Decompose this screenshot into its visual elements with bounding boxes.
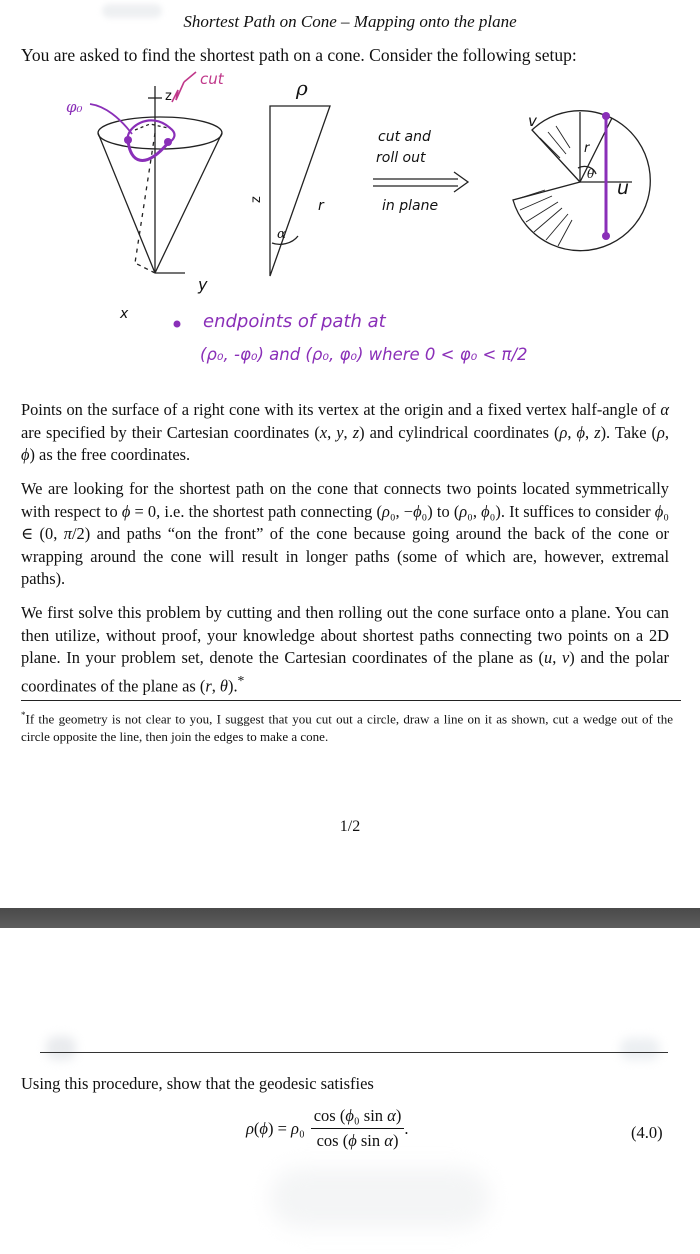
unrolled-endpoint [602,112,610,120]
paragraph: We first solve this problem by cutting and then rolling out the cone surface onto a plane. You can then utilize, without proof, your knowledge about shortest paths connecting two points on a 2D plane. In your problem set, denote the Cartesian coordinates of the plane as (u, v) and the polar coordinates of the plane as (r, θ).* [21,603,670,696]
arrow [373,172,468,192]
redacted-blur [270,1168,490,1228]
paragraph: Using this procedure, show that the geodesic satisfies [21,1074,374,1093]
paragraph: Points on the surface of a right cone with its vertex at the origin and a fixed vertex half-angle of α are specified by their Cartesian coordinates (x, y, z) and cylindrical coordinates (ρ, ϕ, z). Take (ρ, ϕ) as the free coordinates. [21,400,669,465]
header-rule [40,1052,668,1053]
page-number: 1/2 [339,818,361,835]
endpoints-note: endpoints of path at [203,311,386,332]
cone-endpoint [124,136,132,144]
footnote: *If the geometry is not clear to you, I suggest that you cut out a circle, draw a line on it as shown, cut a wedge out of the circle opposite the line, then join the edges to make a cone. [21,710,673,745]
cone-path [90,104,174,160]
in-plane-label: in plane [382,198,439,214]
v-axis-label: v [528,112,537,130]
alpha-label: α [277,227,286,242]
u-axis-label: u [617,177,630,199]
x-axis-label: x [120,306,129,322]
intro-text: You are asked to find the shortest path on a cone. Consider the following setup: [21,45,577,65]
geodesic-equation: ρ(ϕ) = ρ₀ $\frac{\text{cos (ϕ₀ sin α)}}{\text{cos (ϕ sin α)}}$ . [246,1106,409,1150]
page-two [0,928,700,1254]
r-side-label: r [318,198,324,214]
page-separator [0,908,700,928]
paragraph: We are looking for the shortest path on the cone that connects two points located symmetrically with respect to ϕ = 0, i.e. the shortest path connecting (ρ₀, −ϕ₀) to (ρ₀, ϕ₀). It suffices to consider ϕ₀ ∈ (0, π/2) and paths “on the front” of the cone because going around the back of the cone or wrapping around the cone will result in longer paths (some of which are, however, extremal paths). [21,479,669,589]
cone-figure [0,68,700,390]
endpoints-note: (ρ₀, -φ₀) and (ρ₀, φ₀) where 0 < φ₀ < π/2 [200,345,528,364]
triangle-sketch [270,106,330,276]
redacted-blur [620,1038,660,1060]
phi0-label: φ₀ [66,98,83,116]
unrolled-endpoint [602,232,610,240]
equation-number: (4.0) [631,1123,663,1142]
z-axis-label: z [165,89,172,104]
r-disk-label: r [584,141,590,156]
page-title: Shortest Path on Cone – Mapping onto the plane [183,12,517,31]
y-axis-label: y [198,275,208,294]
rho-label: ρ [296,76,308,100]
footnote-rule [21,700,681,701]
unrolled-disk [513,111,650,251]
redacted-blur [46,1036,76,1060]
cut-roll-label: roll out [376,150,426,166]
z-side-label: z [249,196,264,203]
bullet [174,321,181,328]
cut-label: cut [200,70,224,88]
cut-mark [172,72,196,102]
cone-endpoint [164,138,172,146]
theta-label: θ [587,167,595,181]
cone-sketch [98,86,222,273]
cut-roll-label: cut and [378,129,431,145]
